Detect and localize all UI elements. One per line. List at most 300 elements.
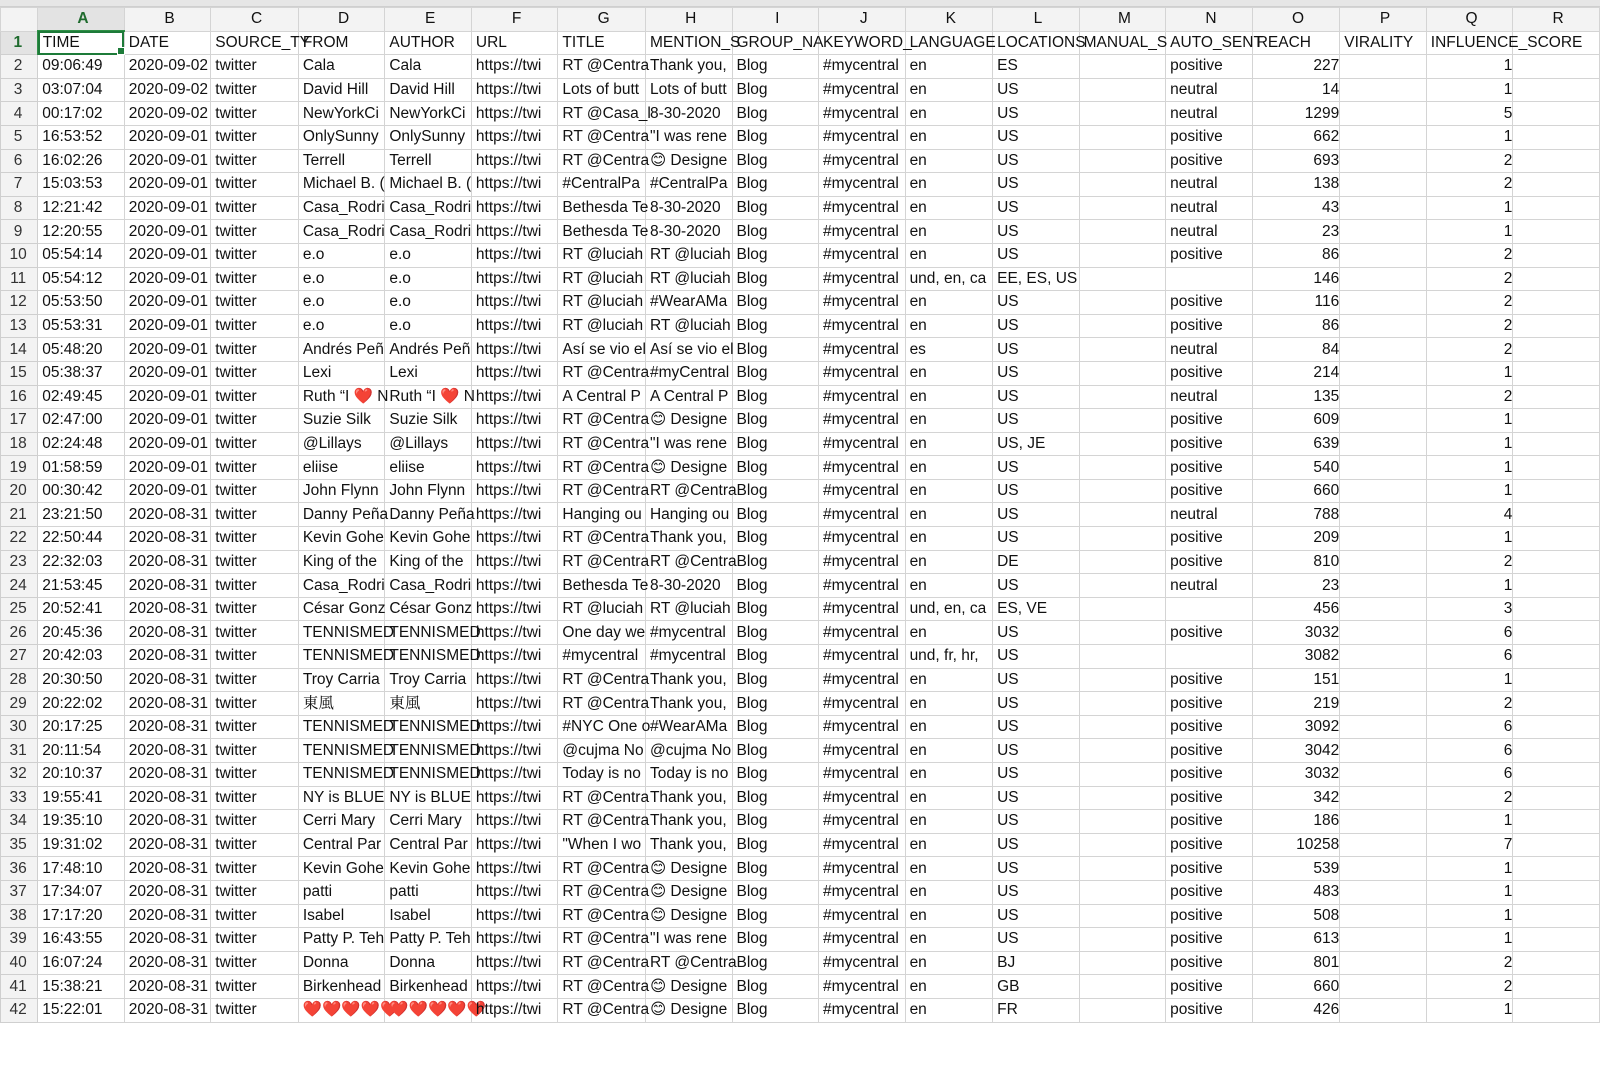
cell-a20[interactable]: 00:30:42 [38,479,125,503]
cell-d12[interactable]: e.o [298,291,385,315]
cell-d6[interactable]: Terrell [298,149,385,173]
cell-c8[interactable]: twitter [211,196,299,220]
cell-l18[interactable]: US, JE [993,432,1080,456]
cell-k5[interactable]: en [905,125,993,149]
cell-f2[interactable]: https://twi [471,55,558,79]
column-header-j[interactable]: J [819,8,906,32]
cell-n22[interactable]: positive [1166,527,1253,551]
cell-k22[interactable]: en [905,527,993,551]
cell-a3[interactable]: 03:07:04 [38,78,125,102]
cell-h38[interactable]: 😊 Designe [645,904,732,928]
cell-b29[interactable]: 2020-08-31 [124,692,211,716]
cell-m35[interactable] [1079,833,1166,857]
cell-p12[interactable] [1340,291,1427,315]
cell-r22[interactable] [1513,527,1600,551]
cell-a8[interactable]: 12:21:42 [38,196,125,220]
cell-n37[interactable]: positive [1166,880,1253,904]
cell-o12[interactable]: 116 [1252,291,1340,315]
cell-i18[interactable]: Blog [732,432,819,456]
cell-a7[interactable]: 15:03:53 [38,173,125,197]
cell-n21[interactable]: neutral [1166,503,1253,527]
cell-a17[interactable]: 02:47:00 [38,409,125,433]
cell-d2[interactable]: Cala [298,55,385,79]
cell-n34[interactable]: positive [1166,810,1253,834]
cell-j10[interactable]: #mycentral [819,243,906,267]
cell-r2[interactable] [1513,55,1600,79]
cell-a15[interactable]: 05:38:37 [38,361,125,385]
cell-q26[interactable]: 6 [1426,621,1513,645]
cell-q27[interactable]: 6 [1426,645,1513,669]
cell-f6[interactable]: https://twi [471,149,558,173]
cell-k36[interactable]: en [905,857,993,881]
cell-g33[interactable]: RT @Centra [558,786,646,810]
cell-e22[interactable]: Kevin Gohe [385,527,472,551]
cell-i33[interactable]: Blog [732,786,819,810]
cell-j19[interactable]: #mycentral [819,456,906,480]
cell-c7[interactable]: twitter [211,173,299,197]
cell-a6[interactable]: 16:02:26 [38,149,125,173]
cell-h20[interactable]: RT @Centra [645,479,732,503]
cell-e36[interactable]: Kevin Gohe [385,857,472,881]
cell-e24[interactable]: Casa_Rodri [385,574,472,598]
cell-a1[interactable]: TIME [38,31,125,55]
cell-p42[interactable] [1340,998,1427,1022]
column-header-q[interactable]: Q [1426,8,1513,32]
cell-o27[interactable]: 3082 [1252,645,1340,669]
cell-p34[interactable] [1340,810,1427,834]
cell-d37[interactable]: patti [298,880,385,904]
cell-e2[interactable]: Cala [385,55,472,79]
column-header-r[interactable]: R [1513,8,1600,32]
cell-h5[interactable]: "I was rene [645,125,732,149]
cell-r21[interactable] [1513,503,1600,527]
row-header-11[interactable]: 11 [1,267,38,291]
cell-g27[interactable]: #mycentral [558,645,646,669]
cell-c33[interactable]: twitter [211,786,299,810]
cell-p23[interactable] [1340,550,1427,574]
cell-b28[interactable]: 2020-08-31 [124,668,211,692]
cell-o21[interactable]: 788 [1252,503,1340,527]
row-header-26[interactable]: 26 [1,621,38,645]
cell-m21[interactable] [1079,503,1166,527]
cell-n18[interactable]: positive [1166,432,1253,456]
cell-l39[interactable]: US [993,928,1080,952]
row-header-13[interactable]: 13 [1,314,38,338]
cell-e40[interactable]: Donna [385,951,472,975]
cell-g4[interactable]: RT @Casa_l [558,102,646,126]
cell-c4[interactable]: twitter [211,102,299,126]
cell-r18[interactable] [1513,432,1600,456]
cell-b39[interactable]: 2020-08-31 [124,928,211,952]
cell-i5[interactable]: Blog [732,125,819,149]
cell-a33[interactable]: 19:55:41 [38,786,125,810]
cell-i8[interactable]: Blog [732,196,819,220]
cell-l8[interactable]: US [993,196,1080,220]
cell-n16[interactable]: neutral [1166,385,1253,409]
column-header-h[interactable]: H [645,8,732,32]
cell-n17[interactable]: positive [1166,409,1253,433]
cell-f36[interactable]: https://twi [471,857,558,881]
cell-l9[interactable]: US [993,220,1080,244]
cell-c15[interactable]: twitter [211,361,299,385]
cell-n32[interactable]: positive [1166,763,1253,787]
cell-l33[interactable]: US [993,786,1080,810]
cell-j32[interactable]: #mycentral [819,763,906,787]
cell-o30[interactable]: 3092 [1252,715,1340,739]
cell-j5[interactable]: #mycentral [819,125,906,149]
cell-o33[interactable]: 342 [1252,786,1340,810]
cell-l16[interactable]: US [993,385,1080,409]
cell-r26[interactable] [1513,621,1600,645]
cell-j31[interactable]: #mycentral [819,739,906,763]
cell-p32[interactable] [1340,763,1427,787]
cell-m18[interactable] [1079,432,1166,456]
cell-i28[interactable]: Blog [732,668,819,692]
cell-p10[interactable] [1340,243,1427,267]
cell-q37[interactable]: 1 [1426,880,1513,904]
cell-q5[interactable]: 1 [1426,125,1513,149]
cell-d10[interactable]: e.o [298,243,385,267]
cell-p3[interactable] [1340,78,1427,102]
cell-a4[interactable]: 00:17:02 [38,102,125,126]
cell-e9[interactable]: Casa_Rodri [385,220,472,244]
cell-q24[interactable]: 1 [1426,574,1513,598]
row-header-28[interactable]: 28 [1,668,38,692]
cell-g39[interactable]: RT @Centra [558,928,646,952]
cell-g26[interactable]: One day we [558,621,646,645]
row-header-18[interactable]: 18 [1,432,38,456]
cell-f34[interactable]: https://twi [471,810,558,834]
cell-b2[interactable]: 2020-09-02 [124,55,211,79]
cell-g42[interactable]: RT @Centra [558,998,646,1022]
cell-m27[interactable] [1079,645,1166,669]
cell-e13[interactable]: e.o [385,314,472,338]
cell-o41[interactable]: 660 [1252,975,1340,999]
cell-d16[interactable]: Ruth “I ❤️ N [298,385,385,409]
cell-m4[interactable] [1079,102,1166,126]
cell-p27[interactable] [1340,645,1427,669]
cell-l40[interactable]: BJ [993,951,1080,975]
cell-i3[interactable]: Blog [732,78,819,102]
cell-d41[interactable]: Birkenhead [298,975,385,999]
cell-o26[interactable]: 3032 [1252,621,1340,645]
cell-n12[interactable]: positive [1166,291,1253,315]
cell-i27[interactable]: Blog [732,645,819,669]
cell-q30[interactable]: 6 [1426,715,1513,739]
cell-o8[interactable]: 43 [1252,196,1340,220]
column-header-i[interactable]: I [732,8,819,32]
cell-c19[interactable]: twitter [211,456,299,480]
cell-f4[interactable]: https://twi [471,102,558,126]
cell-k29[interactable]: en [905,692,993,716]
cell-l17[interactable]: US [993,409,1080,433]
cell-i19[interactable]: Blog [732,456,819,480]
cell-c6[interactable]: twitter [211,149,299,173]
cell-c22[interactable]: twitter [211,527,299,551]
cell-c2[interactable]: twitter [211,55,299,79]
cell-q38[interactable]: 1 [1426,904,1513,928]
cell-m42[interactable] [1079,998,1166,1022]
cell-l24[interactable]: US [993,574,1080,598]
cell-f17[interactable]: https://twi [471,409,558,433]
cell-q1[interactable]: INFLUENCE_SCORE [1426,31,1513,55]
cell-r36[interactable] [1513,857,1600,881]
cell-d26[interactable]: TENNISMED [298,621,385,645]
cell-k41[interactable]: en [905,975,993,999]
cell-f39[interactable]: https://twi [471,928,558,952]
cell-p19[interactable] [1340,456,1427,480]
cell-m22[interactable] [1079,527,1166,551]
cell-k24[interactable]: en [905,574,993,598]
cell-b16[interactable]: 2020-09-01 [124,385,211,409]
cell-g2[interactable]: RT @Centra [558,55,646,79]
cell-k17[interactable]: en [905,409,993,433]
cell-a18[interactable]: 02:24:48 [38,432,125,456]
cell-p37[interactable] [1340,880,1427,904]
cell-i11[interactable]: Blog [732,267,819,291]
cell-j37[interactable]: #mycentral [819,880,906,904]
row-header-24[interactable]: 24 [1,574,38,598]
cell-b14[interactable]: 2020-09-01 [124,338,211,362]
cell-h14[interactable]: Así se vio el [645,338,732,362]
cell-a27[interactable]: 20:42:03 [38,645,125,669]
cell-q17[interactable]: 1 [1426,409,1513,433]
cell-i6[interactable]: Blog [732,149,819,173]
cell-n40[interactable]: positive [1166,951,1253,975]
cell-g22[interactable]: RT @Centra [558,527,646,551]
cell-k26[interactable]: en [905,621,993,645]
cell-o17[interactable]: 609 [1252,409,1340,433]
cell-p25[interactable] [1340,597,1427,621]
cell-o37[interactable]: 483 [1252,880,1340,904]
cell-l6[interactable]: US [993,149,1080,173]
cell-i2[interactable]: Blog [732,55,819,79]
cell-i17[interactable]: Blog [732,409,819,433]
cell-d13[interactable]: e.o [298,314,385,338]
cell-k40[interactable]: en [905,951,993,975]
cell-j36[interactable]: #mycentral [819,857,906,881]
cell-r16[interactable] [1513,385,1600,409]
cell-k39[interactable]: en [905,928,993,952]
cell-c38[interactable]: twitter [211,904,299,928]
cell-b10[interactable]: 2020-09-01 [124,243,211,267]
cell-r5[interactable] [1513,125,1600,149]
row-header-34[interactable]: 34 [1,810,38,834]
cell-i35[interactable]: Blog [732,833,819,857]
cell-p28[interactable] [1340,668,1427,692]
cell-h22[interactable]: Thank you, [645,527,732,551]
cell-a32[interactable]: 20:10:37 [38,763,125,787]
cell-b33[interactable]: 2020-08-31 [124,786,211,810]
cell-j33[interactable]: #mycentral [819,786,906,810]
cell-r15[interactable] [1513,361,1600,385]
cell-p8[interactable] [1340,196,1427,220]
cell-q9[interactable]: 1 [1426,220,1513,244]
cell-d29[interactable]: 東風 [298,692,385,716]
cell-r27[interactable] [1513,645,1600,669]
cell-k35[interactable]: en [905,833,993,857]
cell-k14[interactable]: es [905,338,993,362]
cell-c39[interactable]: twitter [211,928,299,952]
cell-c29[interactable]: twitter [211,692,299,716]
cell-q34[interactable]: 1 [1426,810,1513,834]
cell-m2[interactable] [1079,55,1166,79]
cell-j3[interactable]: #mycentral [819,78,906,102]
select-all-corner[interactable] [1,8,38,32]
cell-i13[interactable]: Blog [732,314,819,338]
cell-m33[interactable] [1079,786,1166,810]
cell-j15[interactable]: #mycentral [819,361,906,385]
cell-o16[interactable]: 135 [1252,385,1340,409]
cell-h4[interactable]: 8-30-2020 [645,102,732,126]
cell-n11[interactable] [1166,267,1253,291]
cell-p7[interactable] [1340,173,1427,197]
cell-e4[interactable]: NewYorkCi [385,102,472,126]
cell-a35[interactable]: 19:31:02 [38,833,125,857]
cell-p16[interactable] [1340,385,1427,409]
cell-g38[interactable]: RT @Centra [558,904,646,928]
cell-n13[interactable]: positive [1166,314,1253,338]
cell-m10[interactable] [1079,243,1166,267]
cell-q33[interactable]: 2 [1426,786,1513,810]
cell-h24[interactable]: 8-30-2020 [645,574,732,598]
cell-q40[interactable]: 2 [1426,951,1513,975]
cell-k42[interactable]: en [905,998,993,1022]
cell-c5[interactable]: twitter [211,125,299,149]
cell-r34[interactable] [1513,810,1600,834]
cell-i38[interactable]: Blog [732,904,819,928]
cell-r10[interactable] [1513,243,1600,267]
cell-b5[interactable]: 2020-09-01 [124,125,211,149]
column-header-b[interactable]: B [124,8,211,32]
row-header-33[interactable]: 33 [1,786,38,810]
cell-n29[interactable]: positive [1166,692,1253,716]
cell-f28[interactable]: https://twi [471,668,558,692]
cell-p22[interactable] [1340,527,1427,551]
cell-r24[interactable] [1513,574,1600,598]
cell-r28[interactable] [1513,668,1600,692]
cell-g14[interactable]: Así se vio el [558,338,646,362]
cell-c26[interactable]: twitter [211,621,299,645]
row-header-20[interactable]: 20 [1,479,38,503]
cell-l12[interactable]: US [993,291,1080,315]
cell-l19[interactable]: US [993,456,1080,480]
cell-l7[interactable]: US [993,173,1080,197]
cell-e14[interactable]: Andrés Peñ [385,338,472,362]
cell-j42[interactable]: #mycentral [819,998,906,1022]
cell-h13[interactable]: RT @luciah [645,314,732,338]
cell-h35[interactable]: Thank you, [645,833,732,857]
cell-e16[interactable]: Ruth “I ❤️ N [385,385,472,409]
cell-k20[interactable]: en [905,479,993,503]
cell-k38[interactable]: en [905,904,993,928]
cell-o19[interactable]: 540 [1252,456,1340,480]
cell-q2[interactable]: 1 [1426,55,1513,79]
cell-g11[interactable]: RT @luciah [558,267,646,291]
cell-l29[interactable]: US [993,692,1080,716]
cell-o40[interactable]: 801 [1252,951,1340,975]
cell-c21[interactable]: twitter [211,503,299,527]
cell-d42[interactable]: ❤️❤️❤️❤️❤️ [298,998,385,1022]
column-header-d[interactable]: D [298,8,385,32]
cell-k27[interactable]: und, fr, hr, [905,645,993,669]
cell-l1[interactable]: LOCATIONS [993,31,1080,55]
cell-a2[interactable]: 09:06:49 [38,55,125,79]
cell-h32[interactable]: Today is no [645,763,732,787]
cell-m30[interactable] [1079,715,1166,739]
cell-b32[interactable]: 2020-08-31 [124,763,211,787]
cell-n35[interactable]: positive [1166,833,1253,857]
cell-g29[interactable]: RT @Centra [558,692,646,716]
cell-d38[interactable]: Isabel [298,904,385,928]
cell-e37[interactable]: patti [385,880,472,904]
cell-i41[interactable]: Blog [732,975,819,999]
cell-p11[interactable] [1340,267,1427,291]
cell-k28[interactable]: en [905,668,993,692]
cell-n25[interactable] [1166,597,1253,621]
cell-n3[interactable]: neutral [1166,78,1253,102]
cell-i1[interactable]: GROUP_NA [732,31,819,55]
cell-a29[interactable]: 20:22:02 [38,692,125,716]
cell-p18[interactable] [1340,432,1427,456]
cell-p36[interactable] [1340,857,1427,881]
cell-c35[interactable]: twitter [211,833,299,857]
cell-l10[interactable]: US [993,243,1080,267]
cell-b1[interactable]: DATE [124,31,211,55]
cell-h41[interactable]: 😊 Designe [645,975,732,999]
cell-r32[interactable] [1513,763,1600,787]
cell-r25[interactable] [1513,597,1600,621]
cell-p14[interactable] [1340,338,1427,362]
row-header-22[interactable]: 22 [1,527,38,551]
cell-l5[interactable]: US [993,125,1080,149]
cell-g3[interactable]: Lots of butt [558,78,646,102]
cell-a42[interactable]: 15:22:01 [38,998,125,1022]
row-header-4[interactable]: 4 [1,102,38,126]
cell-h7[interactable]: #CentralPa [645,173,732,197]
cell-l37[interactable]: US [993,880,1080,904]
cell-k21[interactable]: en [905,503,993,527]
cell-c32[interactable]: twitter [211,763,299,787]
cell-q20[interactable]: 1 [1426,479,1513,503]
cell-f25[interactable]: https://twi [471,597,558,621]
cell-n30[interactable]: positive [1166,715,1253,739]
cell-l20[interactable]: US [993,479,1080,503]
cell-d27[interactable]: TENNISMED [298,645,385,669]
cell-j26[interactable]: #mycentral [819,621,906,645]
cell-f21[interactable]: https://twi [471,503,558,527]
cell-k2[interactable]: en [905,55,993,79]
cell-i37[interactable]: Blog [732,880,819,904]
cell-q6[interactable]: 2 [1426,149,1513,173]
cell-f1[interactable]: URL [471,31,558,55]
cell-a11[interactable]: 05:54:12 [38,267,125,291]
cell-e1[interactable]: AUTHOR [385,31,472,55]
cell-p1[interactable]: VIRALITY [1340,31,1427,55]
cell-m36[interactable] [1079,857,1166,881]
cell-l31[interactable]: US [993,739,1080,763]
cell-p41[interactable] [1340,975,1427,999]
cell-l42[interactable]: FR [993,998,1080,1022]
row-header-9[interactable]: 9 [1,220,38,244]
cell-m7[interactable] [1079,173,1166,197]
cell-q15[interactable]: 1 [1426,361,1513,385]
cell-g10[interactable]: RT @luciah [558,243,646,267]
cell-i25[interactable]: Blog [732,597,819,621]
cell-k3[interactable]: en [905,78,993,102]
column-header-g[interactable]: G [558,8,646,32]
cell-i39[interactable]: Blog [732,928,819,952]
